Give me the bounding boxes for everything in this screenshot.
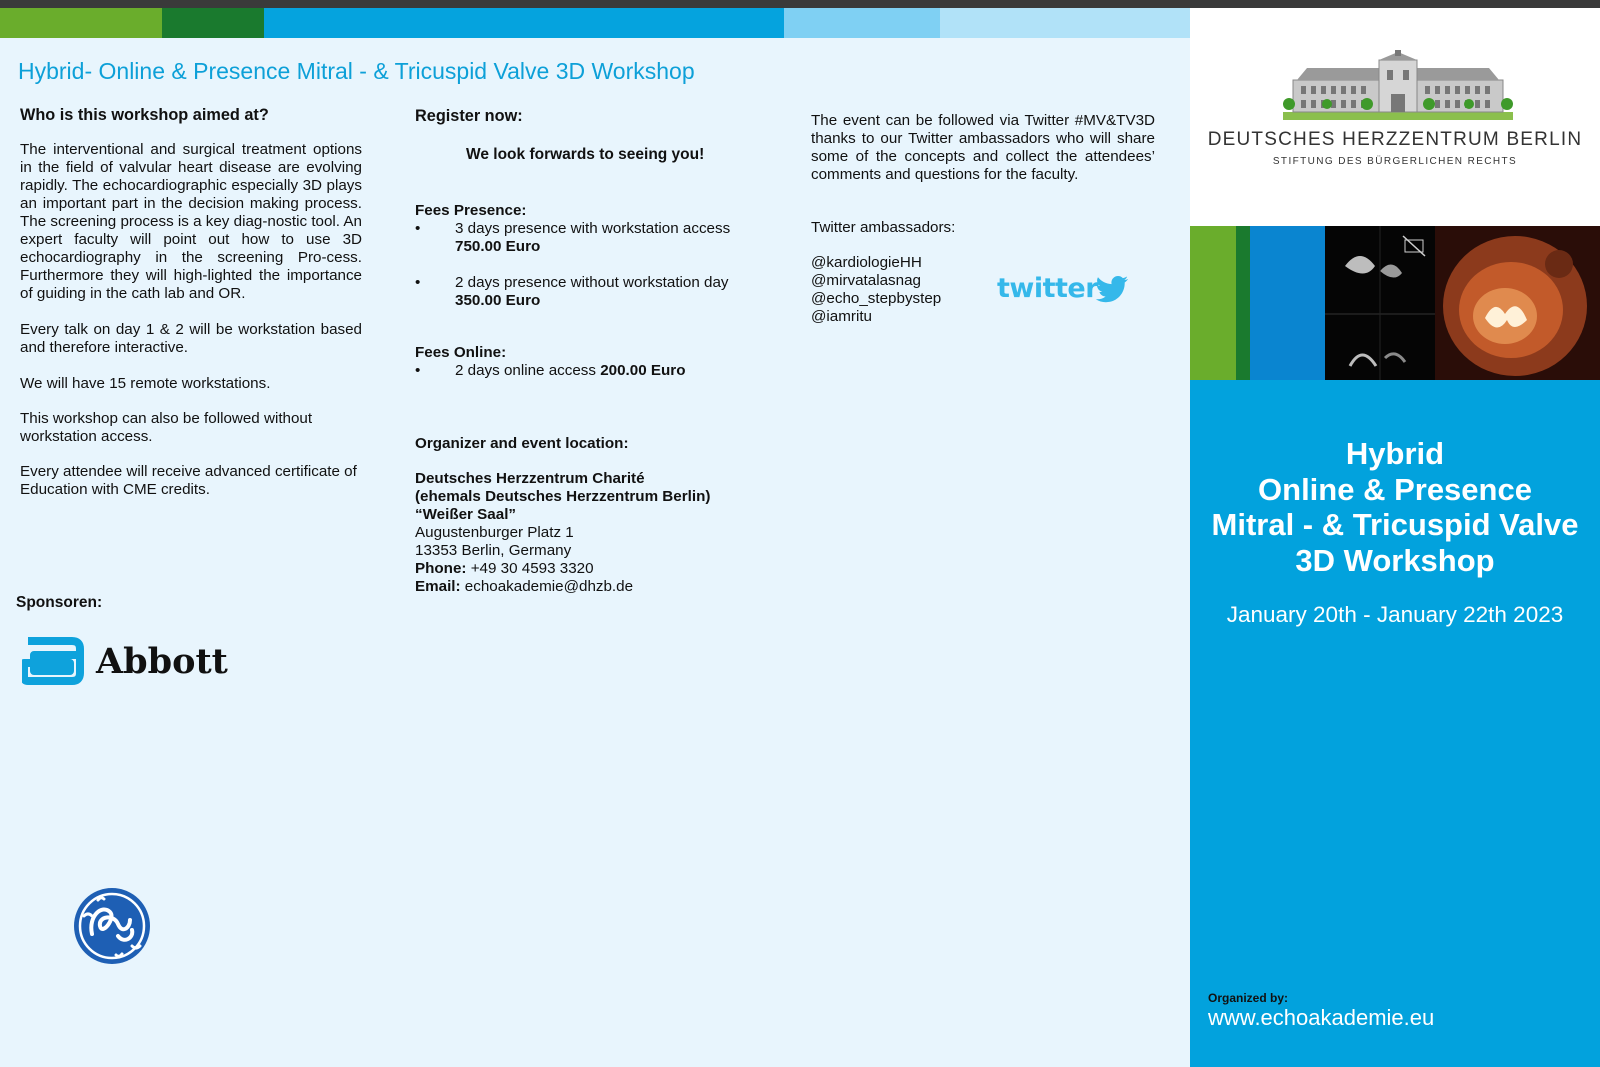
page-title: Hybrid- Online & Presence Mitral - & Tricuspid Valve 3D Workshop xyxy=(18,58,695,84)
top-strip-dark-green xyxy=(162,8,264,38)
band-green xyxy=(1190,226,1236,380)
panel-title-line: Mitral - & Tricuspid Valve xyxy=(1211,507,1579,542)
fees-online-label: Fees Online: xyxy=(415,344,507,361)
band-dark-green xyxy=(1236,226,1250,380)
organizer-room: “Weißer Saal” xyxy=(415,506,517,523)
brand-subtitle: STIFTUNG DES BÜRGERLICHEN RECHTS xyxy=(1272,156,1518,167)
workstation-paragraph: Every talk on day 1 & 2 will be workstation based and therefore interactive. xyxy=(20,321,362,356)
fees-presence-label: Fees Presence: xyxy=(415,202,527,219)
email-label: Email: xyxy=(415,578,461,595)
ge-logo-icon xyxy=(72,886,152,966)
ambassador-handle[interactable]: @iamritu xyxy=(811,308,872,325)
event-dates: January 20th - January 22th 2023 xyxy=(1226,602,1564,627)
abbott-logo xyxy=(22,633,242,689)
audience-heading: Who is this workshop aimed at? xyxy=(20,106,269,124)
echo-image-band xyxy=(1190,226,1600,380)
email-address[interactable]: echoakademie@dhzb.de xyxy=(460,578,634,595)
fee-item xyxy=(415,362,775,380)
panel-title-line: Online & Presence xyxy=(1258,471,1532,507)
seeing-you-text: We look forwards to seeing you! xyxy=(466,146,705,163)
organizer-former-name: (ehemals Deutsches Herzzentrum Berlin) xyxy=(415,488,711,505)
twitter-bird-icon xyxy=(1095,275,1129,303)
panel-title-line: Hybrid xyxy=(1345,436,1445,471)
ambassador-handle[interactable]: @echo_stepbystep xyxy=(811,290,942,307)
fee-text: 3 days presence with workstation access xyxy=(455,220,731,237)
top-strip-light-blue xyxy=(784,8,940,38)
abbott-wordmark: Abbott xyxy=(96,641,228,682)
organized-by-label: Organized by: xyxy=(1208,991,1289,1005)
organizer-heading: Organizer and event location: xyxy=(415,435,629,452)
phone-number: +49 30 4593 3320 xyxy=(466,560,594,577)
top-strip-pale-blue xyxy=(940,8,1190,38)
fee-price: 200.00 Euro xyxy=(600,362,686,379)
twitter-description: The event can be followed via Twitter #MV&TV3D thanks to our Twitter ambassadors who will share some of the concepts and collect the attendees’ comments and questions for the faculty. xyxy=(811,112,1155,183)
fee-item xyxy=(415,274,775,310)
fee-text: 2 days presence without workstation day xyxy=(455,274,729,291)
sponsors-label: Sponsoren: xyxy=(16,594,103,611)
organizer-name: Deutsches Herzzentrum Charité xyxy=(415,470,645,487)
twitter-logo xyxy=(997,273,1133,309)
organizer-email xyxy=(415,578,795,596)
fees-presence-list xyxy=(415,220,775,310)
organizer-address xyxy=(415,470,795,596)
top-strip-green xyxy=(0,8,162,38)
audience-paragraph: The interventional and surgical treatment options in the field of valvular heart disease are evolving rapidly. The echocardiographic especially 3D plays an important part in the decision making process. The screening process is a key diag-nostic tool. An expert faculty will point out how to use 3D echocardiography in the screening Pro-cess. Furthermore they will high-lighted the importance of guiding in the cath lab and OR. xyxy=(20,141,362,302)
ge-logo xyxy=(72,886,152,966)
fees-online-list xyxy=(415,362,775,380)
band-blue xyxy=(1250,226,1325,380)
panel-title-line: 3D Workshop xyxy=(1295,542,1495,578)
panel-title xyxy=(1190,436,1600,578)
fee-price: 350.00 Euro xyxy=(455,292,541,309)
abbott-logo-icon xyxy=(22,633,88,689)
ambassadors-list xyxy=(811,254,941,326)
building-icon xyxy=(1283,50,1513,122)
organizer-phone xyxy=(415,560,795,578)
fee-price: 750.00 Euro xyxy=(455,238,541,255)
certificate-text: Every attendee will receive advanced certificate of Education with CME credits. xyxy=(20,463,357,498)
top-strip-blue xyxy=(264,8,784,38)
fee-text: 2 days online access xyxy=(455,362,601,379)
phone-label: Phone: xyxy=(415,560,467,577)
register-heading: Register now: xyxy=(415,107,523,125)
brochure-page xyxy=(0,8,1600,1067)
ambassador-handle[interactable]: @mirvatalasnag xyxy=(811,272,921,289)
ambassadors-label: Twitter ambassadors: xyxy=(811,219,956,236)
brand-name: DEUTSCHES HERZZENTRUM BERLIN xyxy=(1207,129,1583,150)
fee-item xyxy=(415,220,775,256)
organizer-city: 13353 Berlin, Germany xyxy=(415,542,572,559)
organizer-street: Augustenburger Platz 1 xyxy=(415,524,574,541)
organizer-url-link[interactable]: www.echoakademie.eu xyxy=(1208,1005,1435,1030)
remote-workstations-text: We will have 15 remote workstations. xyxy=(20,375,271,392)
ambassador-handle[interactable]: @kardiologieHH xyxy=(811,254,922,271)
echo-image-icon xyxy=(1325,226,1600,380)
twitter-wordmark: twitter xyxy=(997,273,1099,304)
without-workstation-text: This workshop can also be followed without workstation access. xyxy=(20,410,313,445)
